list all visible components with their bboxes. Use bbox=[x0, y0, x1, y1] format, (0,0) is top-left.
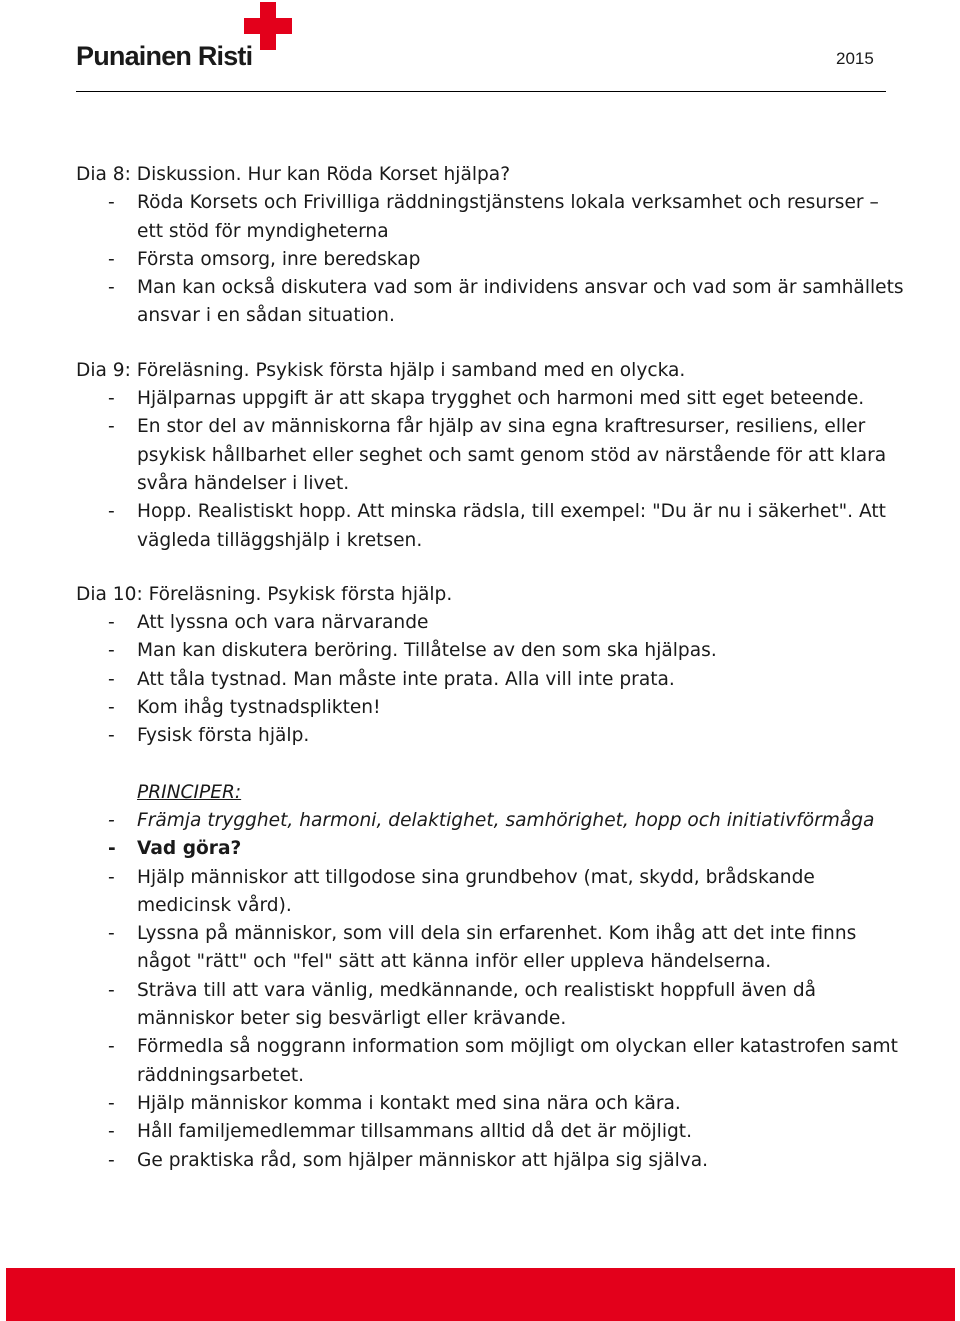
header-divider bbox=[76, 91, 886, 92]
list-item: - Hopp. Realistiskt hopp. Att minska rädsla, till exempel: "Du är nu i säkerhet". Att vägleda tilläggshjälp i kretsen. bbox=[76, 498, 906, 555]
section-heading: Dia 8: Diskussion. Hur kan Röda Korset hjälpa? bbox=[76, 164, 511, 185]
list-item: - En stor del av människorna får hjälp av sina egna kraftresurser, resiliens, eller psykisk hållbarhet eller seghet och samt genom stöd av närstående för att klara svåra händelser i livet. bbox=[76, 413, 906, 498]
document-body bbox=[76, 161, 906, 1201]
list-item: - Att lyssna och vara närvarande bbox=[76, 609, 906, 637]
principle-item: - Hjälp människor att tillgodose sina grundbehov (mat, skydd, brådskande medicinsk vård). bbox=[76, 864, 906, 921]
list-item: - Första omsorg, inre beredskap bbox=[76, 246, 906, 274]
section-dia-10 bbox=[76, 581, 906, 1175]
principle-item: - Ge praktiska råd, som hjälper människor att hjälpa sig själva. bbox=[76, 1147, 906, 1175]
principle-item: - Hjälp människor komma i kontakt med sina nära och kära. bbox=[76, 1090, 906, 1118]
bullet-list bbox=[76, 189, 906, 330]
list-item: - Hjälparnas uppgift är att skapa trygghet och harmoni med sitt eget beteende. bbox=[76, 385, 906, 413]
principles-list bbox=[76, 807, 906, 1175]
logo: Punainen Risti bbox=[76, 41, 253, 71]
principle-item: - Främja trygghet, harmoni, delaktighet, samhörighet, hopp och initiativförmåga bbox=[76, 807, 906, 835]
section-dia-8 bbox=[76, 161, 906, 331]
section-heading: Dia 10: Föreläsning. Psykisk första hjälp. bbox=[76, 583, 453, 605]
principle-item: - Håll familjemedlemmar tillsammans alltid då det är möjligt. bbox=[76, 1118, 906, 1146]
bullet-list bbox=[76, 609, 906, 750]
list-item: - Kom ihåg tystnadsplikten! bbox=[76, 694, 906, 722]
list-item: - Röda Korsets och Frivilliga räddningstjänstens lokala verksamhet och resurser – ett stöd för myndigheterna bbox=[76, 189, 906, 246]
bullet-list bbox=[76, 385, 906, 555]
red-cross-icon bbox=[244, 2, 292, 50]
footer-bar bbox=[6, 1268, 955, 1321]
list-item: - Man kan diskutera beröring. Tillåtelse av den som ska hjälpas. bbox=[76, 637, 906, 665]
list-item: - Att tåla tystnad. Man måste inte prata. Alla vill inte prata. bbox=[76, 666, 906, 694]
list-item: - Fysisk första hjälp. bbox=[76, 722, 906, 750]
principle-item: - Sträva till att vara vänlig, medkännande, och realistiskt hoppfull även då människor beter sig besvärligt eller krävande. bbox=[76, 977, 906, 1034]
list-item: - Man kan också diskutera vad som är individens ansvar och vad som är samhällets ansvar i en sådan situation. bbox=[76, 274, 906, 331]
principle-item: - Vad göra? bbox=[76, 835, 906, 863]
principle-item: - Lyssna på människor, som vill dela sin erfarenhet. Kom ihåg att det inte finns något "rätt" och "fel" sätt att känna inför eller uppleva händelserna. bbox=[76, 920, 906, 977]
principles-heading: PRINCIPER: bbox=[137, 781, 242, 803]
header-year: 2015 bbox=[836, 49, 874, 68]
section-heading: Dia 9: Föreläsning. Psykisk första hjälp i samband med en olycka. bbox=[76, 359, 686, 381]
principle-item: - Förmedla så noggrann information som möjligt om olyckan eller katastrofen samt räddningsarbetet. bbox=[76, 1033, 906, 1090]
page-header bbox=[0, 0, 960, 96]
section-dia-9 bbox=[76, 357, 906, 555]
